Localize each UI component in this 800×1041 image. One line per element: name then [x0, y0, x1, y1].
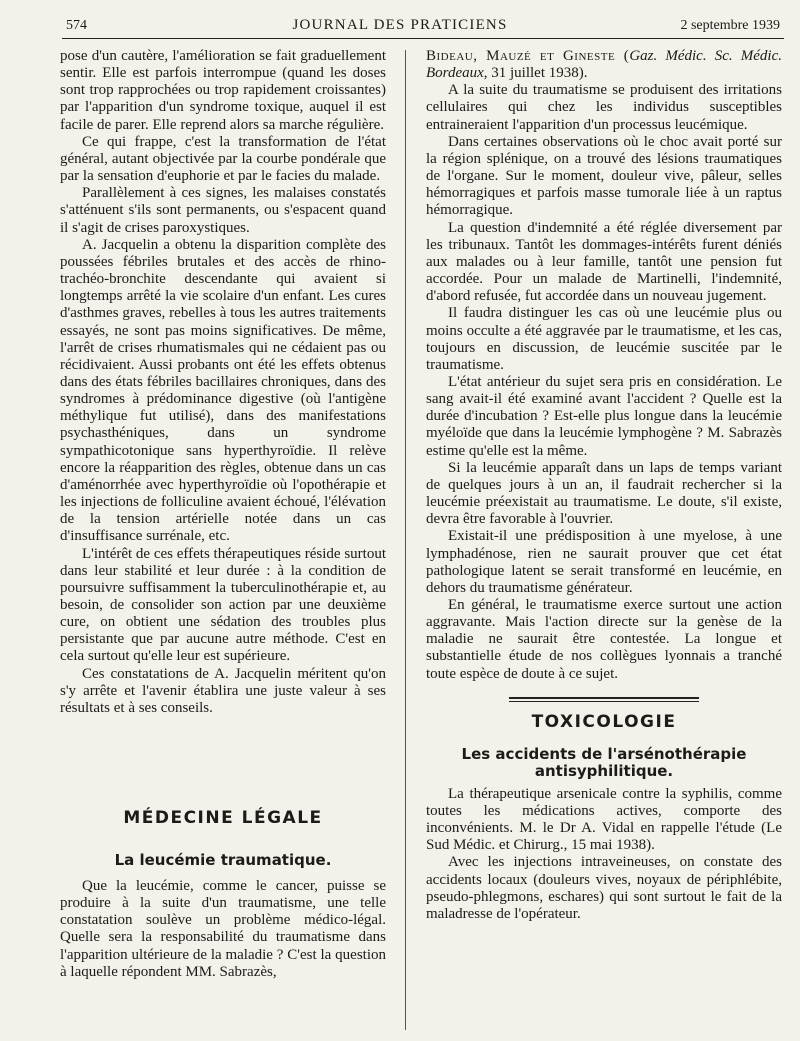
paragraph: Ces constatations de A. Jacquelin méritent qu'on s'y arrête et l'avenir établira une juste valeur à ses résultats et à ses conseils.	[60, 665, 386, 716]
citation-authors: Bideau, Mauzé et Gineste (	[426, 48, 630, 64]
issue-date: 2 septembre 1939	[680, 18, 780, 33]
paragraph	[426, 48, 782, 82]
page-number: 574	[66, 18, 87, 33]
paragraph: En général, le traumatisme exerce surtout une action aggravante. Mais l'action directe sur la genèse de la maladie ne saurait être contestée. La longue et substantielle étude de nos collègues lyonnais a tranché toute espèce de doute à ce sujet.	[426, 597, 782, 682]
paragraph: La thérapeutique arsenicale contre la syphilis, comme toutes les médications actives, comporte des inconvénients. M. le Dr A. Vidal en rappelle l'étude (Le Sud Médic. et Chirurg., 15 mai 1938).	[426, 785, 782, 854]
article-title: Les accidents de l'arsénothérapie antisyphilitique.	[461, 744, 747, 780]
paragraph: Avec les injections intraveineuses, on constate des accidents locaux (douleurs vives, noyaux de périphlébite, pseudo-phlegmons, eschares) qui sont surtout le fait de la maladresse de l'opérateur.	[426, 854, 782, 922]
page-header	[0, 0, 800, 40]
column-divider	[405, 50, 406, 1030]
paragraph: L'intérêt de ces effets thérapeutiques réside surtout dans leur stabilité et leur durée : à la condition de poursuivre suffisamment la tuberculinothérapie et, au besoin, de consolider son action par une deuxième cure, on obtient une sédation des troubles plus persistante que par aucune autre méthode. C'est en cela surtout qu'elle leur est supérieure.	[60, 545, 386, 665]
paragraph: Existait-il une prédisposition à une myelose, à une lymphadénose, rien ne saurait prouver que cet état pathologique latent se serait transformé en leucémie, en dehors du traumatisme générateur.	[426, 528, 782, 596]
left-column	[60, 48, 386, 717]
citation-journal: Gaz. Médic. Sc. Médic. Bordeaux	[426, 48, 782, 82]
paragraph: Que la leucémie, comme le cancer, puisse se produire à la suite d'un traumatisme, une telle constatation soulève un problème médico-légal. Quelle sera la responsabilité du traumatisme dans l'apparition ultérieure de la maladie ? C'est la question à laquelle répondent MM. Sabrazès,	[60, 878, 386, 980]
paragraph: Parallèlement à ces signes, les malaises constatés s'atténuent s'ils sont permanents, ou s'espacent quand il s'agit de crises paroxystiques.	[60, 185, 386, 236]
article-title: La leucémie traumatique.	[114, 851, 332, 869]
section-rule	[426, 697, 782, 702]
paragraph: A la suite du traumatisme se produisent des irritations cellulaires qui chez les individus susceptibles entraineraient l'apparition d'un processus leucémique.	[426, 82, 782, 133]
right-column	[426, 48, 782, 923]
article-body	[60, 878, 386, 981]
section-medecine-legale	[80, 798, 366, 879]
paragraph: Ce qui frappe, c'est la transformation de l'état général, autant objectivée par la courbe pondérale que par la sensation d'euphorie et par le facies du malade.	[60, 133, 386, 185]
paragraph: Il faudra distinguer les cas où une leucémie plus ou moins occulte a été aggravée par le traumatisme, et les cas, toujours en discussion, de leucémie suscitée par le traumatisme.	[426, 305, 782, 373]
journal-title: JOURNAL DES PRATICIENS	[292, 17, 508, 33]
section-heading: MÉDECINE LÉGALE	[123, 808, 323, 828]
paragraph: Dans certaines observations où le choc avait porté sur la région splénique, on a trouvé des lésions traumatiques de l'organe. Sur le moment, douleur vive, pâleur, selles hémorragiques et parfois masse tumorale liée à un raptus hémorragique.	[426, 133, 782, 219]
paragraph: L'état antérieur du sujet sera pris en considération. Le sang avait-il été examiné avant l'accident ? Quelle est la durée d'incubation ? Est-elle plus longue dans la leucémie myéloïde que dans la leucémie lymphogène ? M. Sabrazès estime qu'elle est la même.	[426, 373, 782, 459]
citation-date: , 31 juillet 1938).	[483, 65, 588, 82]
paragraph: A. Jacquelin a obtenu la disparition complète des poussées fébriles brutales et des accès de rhino-trachéo-bronchite descendante qui avaient si longtemps arrêté la vie scolaire d'un enfant. Les cures d'asthmes graves, rebelles à tous les autres traitements essayés, ne sont pas moins significatives. De même, l'arrêt de crises rhumatismales qui ne cédaient pas ou récidivaient. Aussi probants ont été les effets obtenus dans des états fébriles bacillaires chroniques, dans des syndromes à prédominance digestive (où l'antigène méthylique fut utilisé), dans des manifestations psychasthéniques, dans un syndrome sympathicotonique sans hyperthyroïdie. Il relève encore la réapparition des règles, obtenue dans un cas d'aménorrhée avec hyperthyroïdie où l'opothérapie et les injections de folliculine avaient échoué, l'élévation de la tension artérielle notée dans un cas d'insuffisance surrénale, etc.	[60, 236, 386, 545]
header-rule	[62, 38, 784, 39]
paragraph: La question d'indemnité a été réglée diversement par les tribunaux. Tantôt les dommages-intérêts furent déniés aux malades ou à leur famille, tantôt une pension fut accordée. Pour un malade de Martinelli, l'indemnité, d'abord refusée, fut accordée dans un nouveau jugement.	[426, 219, 782, 305]
paragraph: Si la leucémie apparaît dans un laps de temps variant de quelques jours à un an, il faudrait rechercher si la leucémie préexistait au traumatisme. Le doute, s'il existe, devra être favorable à l'ouvrier.	[426, 459, 782, 528]
paragraph: pose d'un cautère, l'amélioration se fait graduellement sentir. Elle est parfois interrompue (quand les doses sont trop rapprochées ou trop rapidement croissantes) par l'apparition d'un syndrome toxique, auquel il est facile de parer. Elle reprend alors sa marche régulière.	[60, 48, 386, 133]
section-heading: TOXICOLOGIE	[531, 711, 677, 732]
